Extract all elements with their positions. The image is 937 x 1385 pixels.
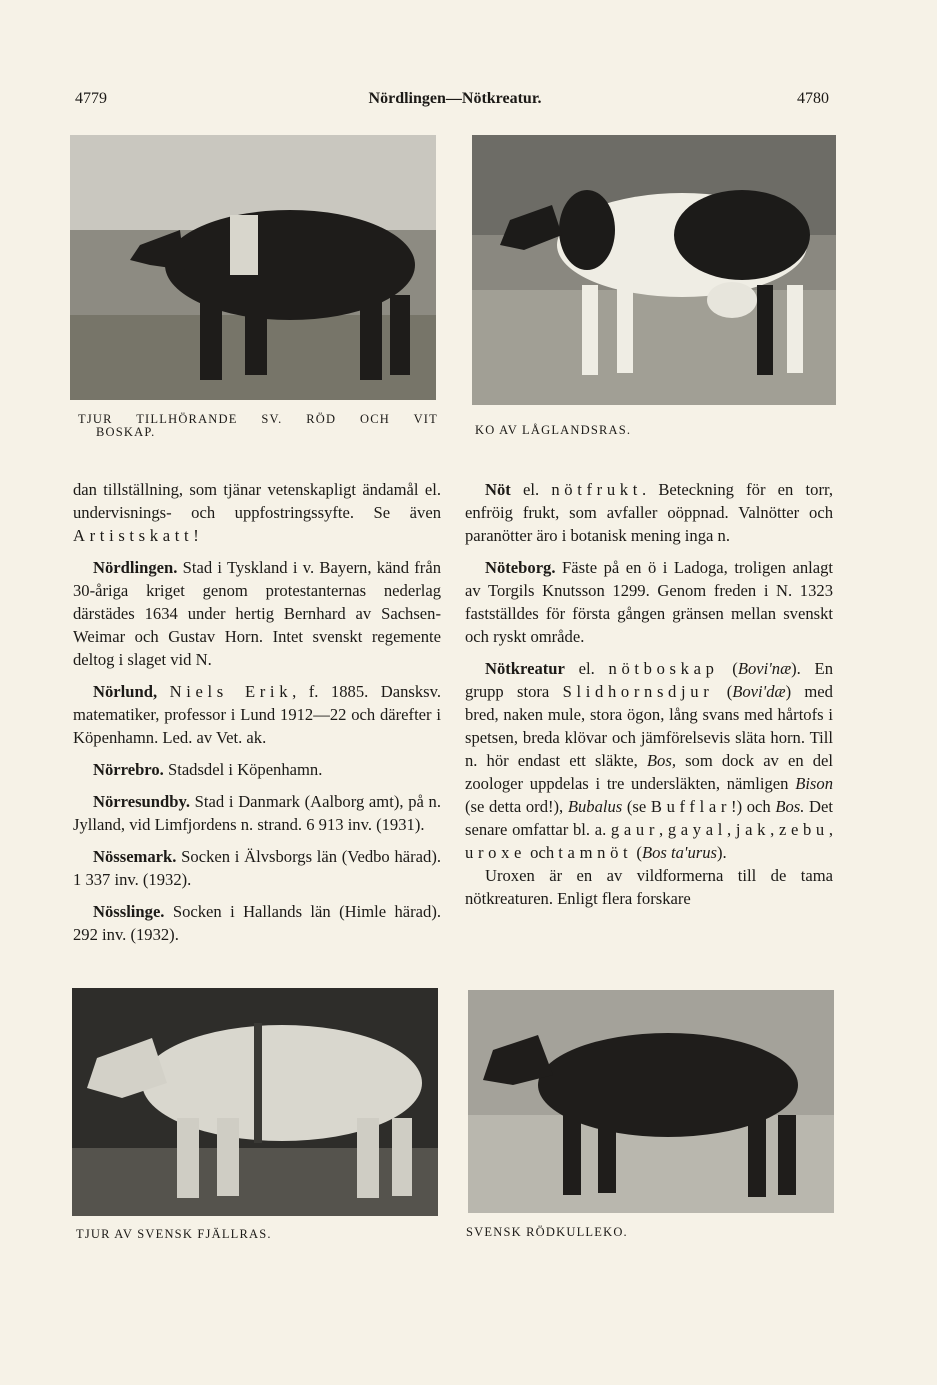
photo-lowland-cow <box>472 135 836 405</box>
paragraph-text: Stad i Tyskland i v. Bayern, känd från 30-åriga kriget genom protestanternas nederlag därstädes 1634 under hertig Bernhard av Sachsen-Weimar och Gustav Horn. Intet svenskt regemente deltog i slaget vid N. <box>73 558 441 669</box>
page-number-right: 4780 <box>797 90 829 107</box>
paragraph-text: . Beteckning för en torr, enfröig frukt, som avfaller oöppnad. Valnötter och paranötter äro i botanisk mening inga n. <box>465 480 833 545</box>
article-paragraph <box>73 790 441 836</box>
entry-headword: Nötkreatur <box>485 659 565 678</box>
paragraph-text <box>157 682 169 701</box>
article-paragraph <box>73 845 441 891</box>
paragraph-text: Socken i Älvsborgs län (Vedbo härad). 1 337 inv. (1932). <box>73 847 441 889</box>
italic-term: Bison <box>795 774 833 793</box>
right-text-column <box>465 478 833 919</box>
spaced-reference: Bufflar <box>650 797 732 816</box>
paragraph-text: ). <box>716 843 727 862</box>
page-number-left: 4779 <box>75 90 107 107</box>
article-paragraph <box>73 680 441 749</box>
paragraph-text: , <box>770 820 779 839</box>
paragraph-text: Uroxen är en av vildformerna till de tama nötkreaturen. Enligt flera forskare <box>465 866 833 908</box>
paragraph-text: Stad i Danmark (Aalborg amt), på n. Jylland, vid Limfjordens n. strand. 6 913 inv. (1931). <box>73 792 441 834</box>
entry-headword: Nössemark. <box>93 847 177 866</box>
spaced-reference: nötfrukt <box>551 480 642 499</box>
spaced-reference: uroxe <box>465 843 527 862</box>
article-paragraph <box>73 478 441 547</box>
paragraph-text: Det senare omfattar bl. a. <box>465 797 833 839</box>
spaced-reference: gayal <box>667 820 728 839</box>
caption-photo-2: KO AV LÅGLANDSRAS. <box>475 423 632 437</box>
paragraph-text: , <box>727 820 736 839</box>
entry-headword: Nörlund, <box>93 682 158 701</box>
entry-headword: Nöt <box>485 480 511 499</box>
spaced-reference: Niels Erik <box>169 682 293 701</box>
paragraph-text: ( <box>718 659 738 678</box>
paragraph-text: !) och <box>731 797 776 816</box>
paragraph-text: ( <box>713 682 733 701</box>
spaced-reference: nötboskap <box>608 659 719 678</box>
paragraph-text: ). En grupp stora <box>465 659 833 701</box>
entry-headword: Nörrebro. <box>93 760 164 779</box>
article-paragraph <box>465 478 833 547</box>
article-paragraph <box>73 900 441 946</box>
paragraph-text: Fäste på en ö i Ladoga, troligen anlagt av Torgils Knutsson 1299. Genom freden i N. 1323 fastställdes för första gången gränsen mellan svenskt och ryskt område. <box>465 558 833 646</box>
caption-photo-3: TJUR AV SVENSK FJÄLLRAS. <box>76 1227 272 1241</box>
italic-term: Bos. <box>775 797 805 816</box>
article-paragraph <box>73 556 441 671</box>
paragraph-text: ! <box>193 526 199 545</box>
spaced-reference: Artistskatt <box>73 526 194 545</box>
paragraph-text: (se <box>622 797 651 816</box>
caption-photo-4: SVENSK RÖDKULLEKO. <box>466 1225 628 1239</box>
paragraph-text: Stadsdel i Köpenhamn. <box>163 760 323 779</box>
photo-red-white-bull <box>70 135 436 400</box>
spaced-reference: jak <box>735 820 771 839</box>
italic-term: Bovi'næ <box>737 659 792 678</box>
italic-term: Bos, <box>646 751 676 770</box>
entry-headword: Nörresundby. <box>93 792 190 811</box>
paragraph-text: , <box>828 820 834 839</box>
spaced-reference: Slidhornsdjur <box>562 682 714 701</box>
caption-photo-1 <box>78 413 438 439</box>
article-paragraph <box>465 556 833 648</box>
photo-mountain-breed-bull <box>72 988 438 1216</box>
running-title: Nördlingen—Nötkreatur. <box>368 90 542 107</box>
italic-term: Bubalus <box>567 797 623 816</box>
paragraph-text: som dock av en del zoologer uppdelas i tre undersläkten, nämligen <box>465 751 833 793</box>
italic-term: Bos ta'urus <box>641 843 717 862</box>
caption-line: BOSKAP. <box>96 425 156 439</box>
caption-line: TJUR TILLHÖRANDE SV. RÖD OCH VIT <box>78 412 438 426</box>
entry-headword: Nördlingen. <box>93 558 178 577</box>
spaced-reference: gaur <box>610 820 659 839</box>
spaced-reference: tamnöt <box>558 843 633 862</box>
italic-term: Bovi'dæ <box>732 682 786 701</box>
paragraph-text: , <box>659 820 668 839</box>
paragraph-text: ) med bred, naken mule, stora ögon, lång svans med hårtofs i spetsen, breda klövar och jämförelsevis släta horn. Till n. hör endast ett släkte, <box>465 682 833 770</box>
paragraph-text: Socken i Hallands län (Himle härad). 292 inv. (1932). <box>73 902 441 944</box>
paragraph-text: el. <box>564 659 609 678</box>
article-paragraph <box>73 758 441 781</box>
article-paragraph <box>465 657 833 864</box>
photo-red-polled-cow <box>468 990 834 1213</box>
paragraph-text: ( <box>632 843 642 862</box>
left-text-column <box>73 478 441 955</box>
paragraph-text: (se detta ord!), <box>465 797 568 816</box>
article-paragraph <box>465 864 833 910</box>
entry-headword: Nösslinge. <box>93 902 165 921</box>
paragraph-text: och <box>526 843 559 862</box>
paragraph-text: dan tillställning, som tjänar vetenskapligt ändamål el. undervisnings- och uppfostringssyfte. Se även <box>73 480 441 522</box>
entry-headword: Nöteborg. <box>485 558 556 577</box>
spaced-reference: zebu <box>778 820 829 839</box>
paragraph-text: el. <box>510 480 552 499</box>
paragraph-text: , f. 1885. Dansksv. matematiker, professor i Lund 1912—22 och därefter i Köpenhamn. Led. av Vet. ak. <box>73 682 441 747</box>
